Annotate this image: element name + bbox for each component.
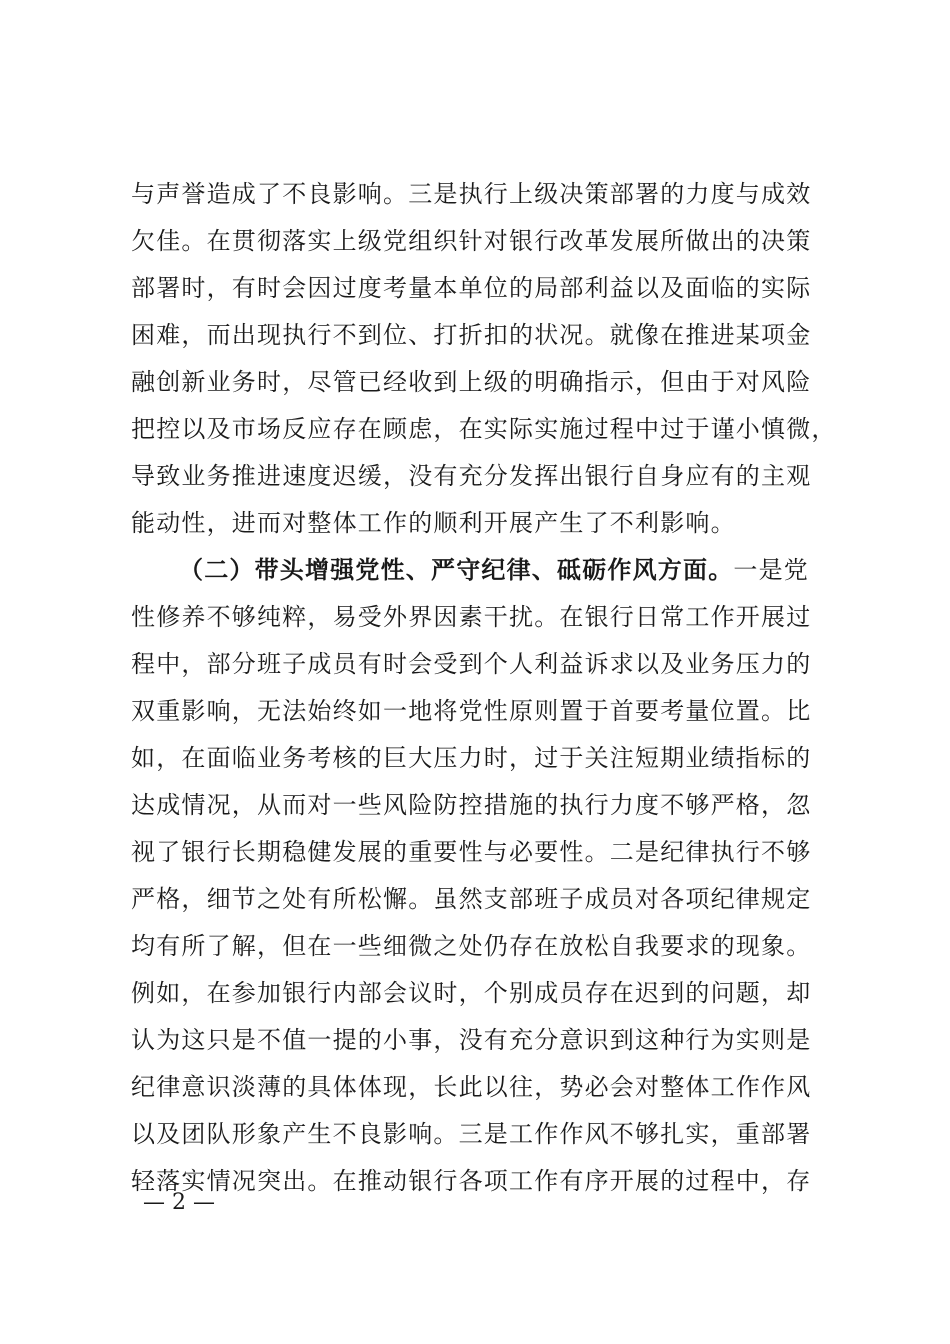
section-heading-line [179, 550, 831, 590]
page-number: — 2 — [143, 1190, 215, 1215]
text-line: 达成情况，从而对一些风险防控措施的执行力度不够严格，忽 [131, 791, 812, 819]
text-line: 例如，在参加银行内部会议时，个别成员存在迟到的问题，却 [131, 979, 812, 1007]
text-line: 困难，而出现执行不到位、打折扣的状况。就像在推进某项金 [131, 321, 812, 349]
text-line: 均有所了解，但在一些细微之处仍存在放松自我要求的现象。 [131, 932, 812, 960]
text-line: 程中，部分班子成员有时会受到个人利益诉求以及业务压力的 [131, 650, 812, 678]
text-line: 把控以及市场反应存在顾虑，在实际实施过程中过于谨小慎微， [131, 415, 837, 443]
text-line: 以及团队形象产生不良影响。三是工作作风不够扎实，重部署 [131, 1120, 812, 1148]
section-heading: （二）带头增强党性、严守纪律、砥砺作风方面。 [179, 555, 734, 584]
text-line: 融创新业务时，尽管已经收到上级的明确指示，但由于对风险 [131, 368, 812, 396]
text-line: 如，在面临业务考核的巨大压力时，过于关注短期业绩指标的 [131, 744, 812, 772]
text-line: 认为这只是不值一提的小事，没有充分意识到这种行为实则是 [131, 1026, 812, 1054]
text-line: 双重影响，无法始终如一地将党性原则置于首要考量位置。比 [131, 697, 812, 725]
text-line: 视了银行长期稳健发展的重要性与必要性。二是纪律执行不够 [131, 838, 812, 866]
text-line: 与声誉造成了不良影响。三是执行上级决策部署的力度与成效 [131, 180, 812, 208]
text-line: 轻落实情况突出。在推动银行各项工作有序开展的过程中，存 [131, 1167, 812, 1195]
text-line: 欠佳。在贯彻落实上级党组织针对银行改革发展所做出的决策 [131, 227, 812, 255]
text-line: 部署时，有时会因过度考量本单位的局部利益以及面临的实际 [131, 274, 812, 302]
text-line: 严格，细节之处有所松懈。虽然支部班子成员对各项纪律规定 [131, 885, 812, 913]
text-line: 能动性，进而对整体工作的顺利开展产生了不利影响。 [131, 509, 736, 537]
text-line: 性修养不够纯粹，易受外界因素干扰。在银行日常工作开展过 [131, 603, 812, 631]
section-heading-continuation: 一是党 [733, 556, 810, 584]
text-line: 导致业务推进速度迟缓，没有充分发挥出银行自身应有的主观 [131, 462, 812, 490]
text-line: 纪律意识淡薄的具体体现，长此以往，势必会对整体工作作风 [131, 1073, 812, 1101]
